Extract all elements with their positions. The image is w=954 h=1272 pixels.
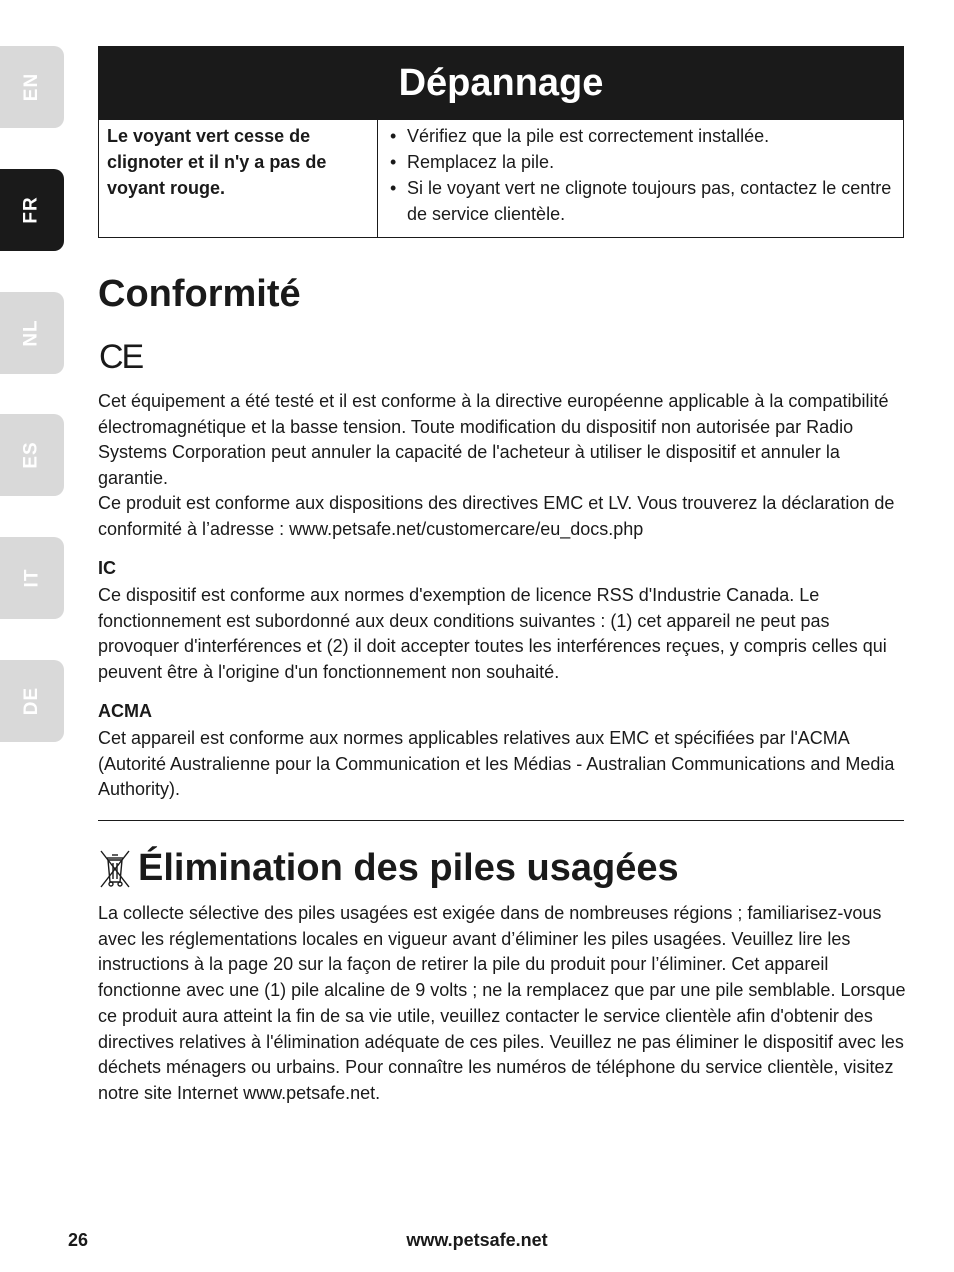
lang-tab-es[interactable] — [0, 414, 64, 496]
lang-tab-nl[interactable] — [0, 292, 64, 374]
conformity-title: Conformité — [98, 273, 301, 315]
lang-tab-label: DE — [21, 686, 42, 716]
lang-tab-label: FR — [20, 196, 42, 224]
lang-tab-label: EN — [21, 72, 42, 102]
lang-tab-de[interactable] — [0, 660, 64, 742]
lang-tab-it[interactable] — [0, 537, 64, 619]
troubleshooting-cause: Le voyant vert cesse de clignoter et il n'y a pas de voyant rouge. — [99, 120, 378, 237]
conformity-paragraph: Cet équipement a été testé et il est conforme à la directive européenne applicable à la compatibilité électromagnétique et la basse tension. Toute modification du dispositif non autorisée par Radio Systems Corporation peut annuler la capacité de l'acheteur à utiliser le dispositif et annuler la garantie. — [98, 391, 889, 489]
disposal-paragraph: La collecte sélective des piles usagées est exigée dans de nombreuses régions ; familiarisez-vous avec les réglementations locales en vigueur avant d’éliminer les piles usagées. Veuillez lire les instructions à la page 20 sur la façon de retirer la pile du produit pour l’éliminer. Cet appareil fonctionne avec une (1) pile alcaline de 9 volts ; ne la remplacez que par une pile semblable. Lorsque ce produit aura atteint la fin de sa vie utile, veuillez contacter le service clientèle afin d'obtenir des directives relatives à l'élimination adéquate de ces piles. Veuillez ne pas éliminer le dispositif avec les déchets ménagers ou urbains. Pour connaître les numéros de téléphone du service clientèle, visitez notre site Internet www.petsafe.net. — [98, 903, 906, 1103]
troubleshooting-solutions — [378, 120, 903, 237]
solution-item: • Si le voyant vert ne clignote toujours pas, contactez le centre de service clientèle. — [388, 175, 893, 227]
acma-heading: ACMA — [98, 701, 152, 721]
solution-item: • Vérifiez que la pile est correctement installée. — [388, 123, 893, 149]
troubleshooting-row — [99, 120, 903, 237]
ce-mark-icon: CE — [99, 338, 143, 376]
acma-paragraph: Cet appareil est conforme aux normes applicables relatives aux EMC et spécifiées par l'ACMA (Autorité Australienne pour la Communication et les Médias - Australian Communications and Media Authority). — [98, 728, 895, 800]
lang-tab-label: IT — [20, 568, 42, 588]
ic-heading: IC — [98, 558, 116, 578]
disposal-title: Élimination des piles usagées — [138, 847, 679, 889]
ic-paragraph: Ce dispositif est conforme aux normes d'exemption de licence RSS d'Industrie Canada. Le fonctionnement est subordonné aux deux conditions suivantes : (1) cet appareil ne peut pas provoquer d'interférences et (2) il doit accepter toutes les interférences reçues, y compris celles qui peuvent être à l'origine d'un fonctionnement non souhaité. — [98, 585, 887, 683]
lang-tab-label: NL — [20, 319, 42, 347]
section-divider — [98, 820, 904, 821]
conformity-paragraph: Ce produit est conforme aux dispositions des directives EMC et LV. Vous trouverez la déclaration de conformité à l’adresse : www.petsafe.net/customercare/eu_docs.php — [98, 493, 895, 539]
lang-tab-fr[interactable] — [0, 169, 64, 251]
crossed-out-bin-icon — [99, 849, 131, 889]
lang-tab-label: ES — [20, 441, 42, 469]
troubleshooting-table — [98, 46, 904, 238]
solution-item: • Remplacez la pile. — [388, 149, 893, 175]
lang-tab-en[interactable] — [0, 46, 64, 128]
footer-url: www.petsafe.net — [406, 1230, 548, 1250]
page-number: 26 — [68, 1230, 89, 1250]
troubleshooting-title: Dépannage — [99, 47, 903, 120]
